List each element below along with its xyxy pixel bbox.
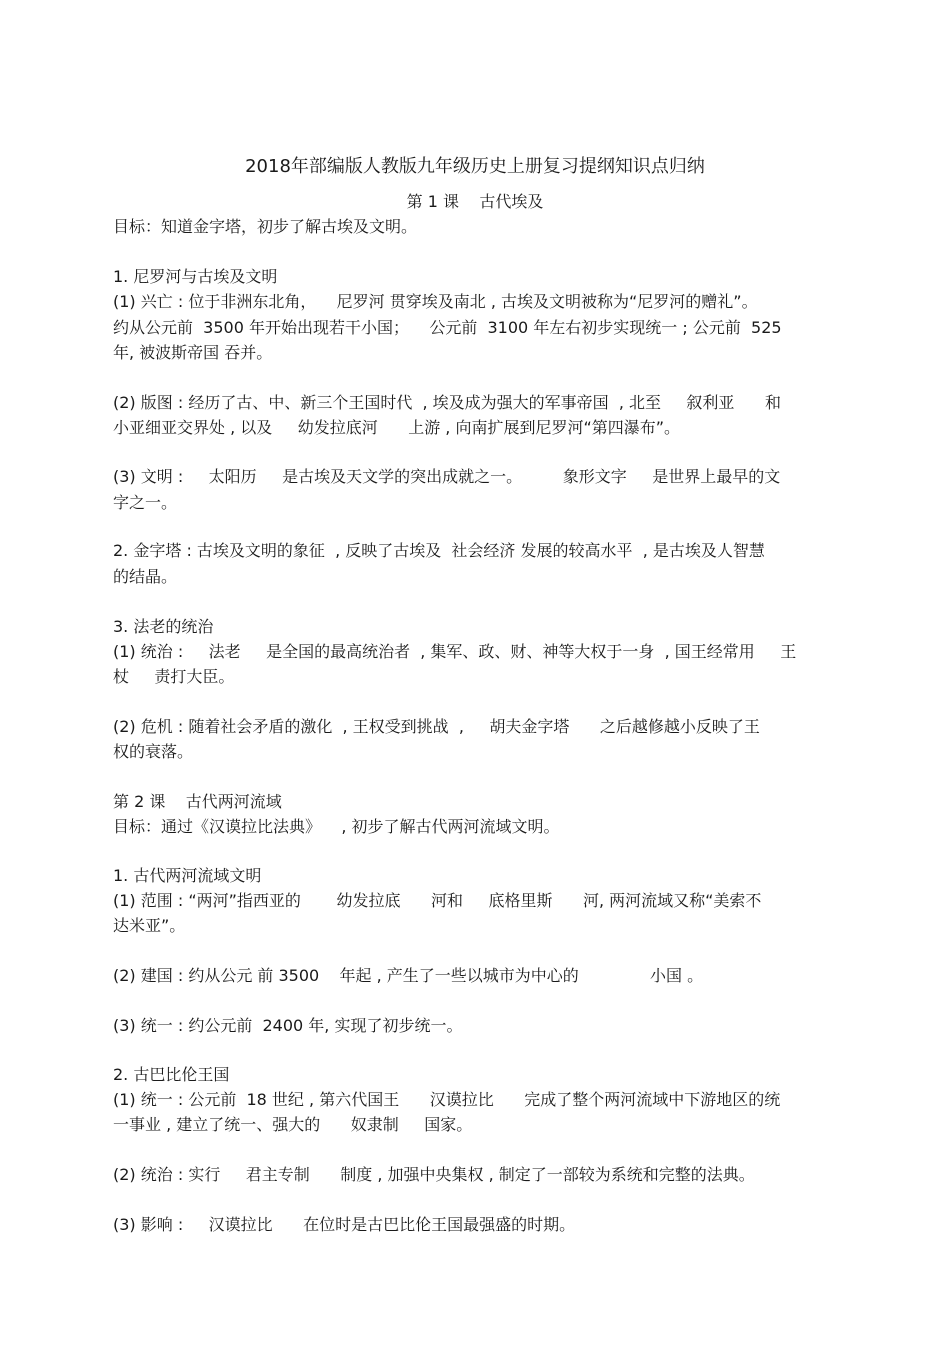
paragraph-line: 达米亚”。 <box>113 916 186 935</box>
paragraph-line: 约从公元前 3500 年开始出现若干小国； 公元前 3100 年左右初步实现统一 ; 公元前 525 <box>113 318 782 337</box>
paragraph-line: (1) 兴亡 : 位于非洲东北角， 尼罗河 贯穿埃及南北 , 古埃及文明被称为“尼罗河的赠礼”。 <box>113 292 758 311</box>
paragraph-line: 一事业 , 建立了统一、强大的 奴隶制 国家。 <box>113 1115 473 1134</box>
lesson-1-heading: 第 1 课 古代埃及 <box>406 192 544 211</box>
paragraph-line: (1) 范围 : “两河”指西亚的 幼发拉底 河和 底格里斯 河, 两河流域又称“美索不 <box>113 891 762 910</box>
paragraph-line: (2) 版图 : 经历了古、中、新三个王国时代 , 埃及成为强大的军事帝国 , 北至 叙利亚 和 <box>113 393 781 412</box>
paragraph-line: 2. 金字塔 : 古埃及文明的象征 , 反映了古埃及 社会经济 发展的较高水平 , 是古埃及人智慧 <box>113 541 765 560</box>
paragraph-line: (2) 建国 : 约从公元 前 3500 年起 , 产生了一些以城市为中心的 小国 。 <box>113 966 704 985</box>
paragraph-line: (1) 统治 : 法老 是全国的最高统治者 , 集军、政、财、神等大权于一身 , 国王经常用 王 <box>113 642 797 661</box>
paragraph-line: 年, 被波斯帝国 吞并。 <box>113 343 273 362</box>
lesson-1-goal: 目标：知道金字塔，初步了解古埃及文明。 <box>113 217 418 236</box>
paragraph-line: 权的衰落。 <box>113 742 194 761</box>
paragraph-line: 杖 责打大臣。 <box>113 667 235 686</box>
section-title: 2. 古巴比伦王国 <box>113 1065 230 1084</box>
section-title: 1. 尼罗河与古埃及文明 <box>113 267 278 286</box>
paragraph-line: (2) 统治 : 实行 君主专制 制度 , 加强中央集权 , 制定了一部较为系统和完整的法典。 <box>113 1165 755 1184</box>
paragraph-line: 的结晶。 <box>113 567 178 586</box>
paragraph-line: (2) 危机 : 随着社会矛盾的激化 , 王权受到挑战 , 胡夫金字塔 之后越修越小反映了王 <box>113 717 760 736</box>
paragraph-line: (3) 影响 : 汉谟拉比 在位时是古巴比伦王国最强盛的时期。 <box>113 1215 576 1234</box>
paragraph-line: (1) 统一 : 公元前 18 世纪 , 第六代国王 汉谟拉比 完成了整个两河流域中下游地区的统 <box>113 1090 781 1109</box>
section-title: 3. 法老的统治 <box>113 617 214 636</box>
paragraph-line: 小亚细亚交界处 , 以及 幼发拉底河 上游 , 向南扩展到尼罗河“第四瀑布”。 <box>113 418 681 437</box>
section-title: 1. 古代两河流域文明 <box>113 866 262 885</box>
paragraph-line: (3) 统一 : 约公元前 2400 年, 实现了初步统一。 <box>113 1016 463 1035</box>
lesson-2-heading: 第 2 课 古代两河流域 <box>113 792 282 811</box>
document-title: 2018年部编版人教版九年级历史上册复习提纲知识点归纳 <box>245 156 705 177</box>
paragraph-line: (3) 文明 : 太阳历 是古埃及天文学的突出成就之一。 象形文字 是世界上最早的文 <box>113 467 781 486</box>
paragraph-line: 字之一。 <box>113 493 178 512</box>
lesson-2-goal: 目标：通过《汉谟拉比法典》 , 初步了解古代两河流域文明。 <box>113 817 560 836</box>
